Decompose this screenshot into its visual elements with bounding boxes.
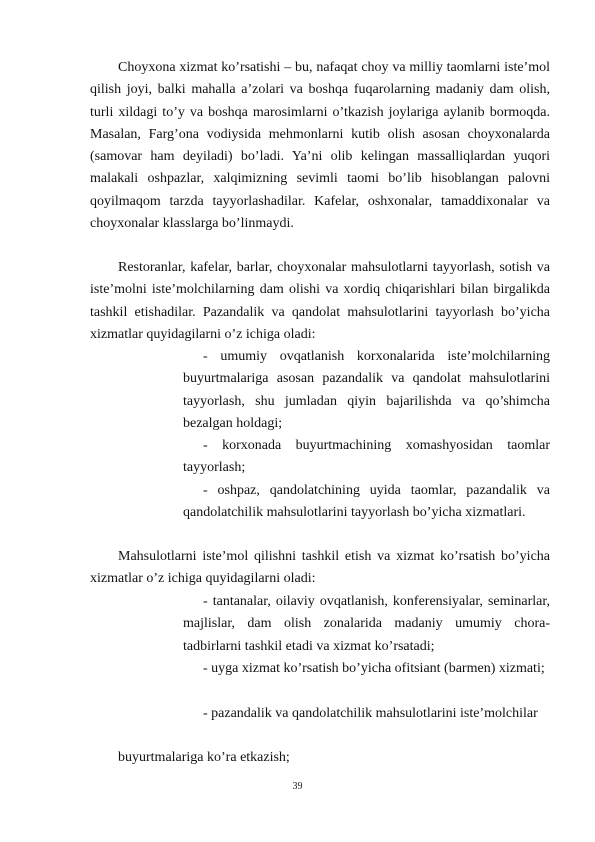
list-item: - tantanalar, oilaviy ovqatlanish, konferensiyalar, seminarlar, majlislar, dam olish zonalarida madaniy umumiy chora-tadbirlarni tashkil etadi va xizmat ko’rsatadi; [183,594,550,654]
paragraph-choyxona: Choyxona xizmat ko’rsatishi – bu, nafaqat choy va milliy taomlarni iste’mol qilish joyi, balki mahalla a’zolari va boshqa fuqarolarning madaniy dam olish, turli xildagi to’y va boshqa marosimlarni o’tkazish joylariga aylanib bormoqda. Masalan, Farg’ona vodiysida mehmonlarni kutib olish asosan choyxonalarda (samovar ham deyiladi) bo’ladi. Ya’ni olib kelingan massalliqlardan yuqori malakali oshpazlar, xalqimizning sevimli taomi bo’lib hisoblangan palovni qoyilmaqom tarzda tayyorlashadilar. Kafelar, oshxonalar, tamaddixonalar va choyxonalar klasslarga bo’linmaydi. [90,60,550,232]
list-item: - pazandalik va qandolatchilik mahsulotlarini iste’molchilar [203,706,538,721]
paragraph-mahsulotlarni: Mahsulotlarni iste’mol qilishni tashkil etish va xizmat ko’rsatish bo’yicha xizmatlar o’z ichiga quyidagilarni oladi: [90,549,550,587]
trailing-line: buyurtmalariga ko’ra etkazish; [118,750,290,765]
list-item: - umumiy ovqatlanish korxonalarida iste’molchilarning buyurtmalariga asosan pazandalik va qandolat mahsulotlarini tayyorlash, shu jumladan qiyin bajarilishda va qo’shimcha bezalgan holdagi; [183,349,550,431]
list-item: - uyga xizmat ko’rsatish bo’yicha ofitsiant (barmen) xizmati; [203,661,545,676]
list-item: - korxonada buyurtmachining xomashyosidan taomlar tayyorlash; [183,438,550,476]
page-number: 39 [292,781,303,792]
list-item: - oshpaz, qandolatchining uyida taomlar, pazandalik va qandolatchilik mahsulotlarini tayyorlash bo’yicha xizmatlari. [183,483,550,521]
paragraph-restoranlar: Restoranlar, kafelar, barlar, choyxonalar mahsulotlarni tayyorlash, sotish va iste’molni iste’molchilarning dam olishi va xordiq chiqarishlari bilan birgalikda tashkil etishadilar. Pazandalik va qandolat mahsulotlarini tayyorlash bo’yicha xizmatlar quyidagilarni o’z ichiga oladi: [90,260,550,342]
